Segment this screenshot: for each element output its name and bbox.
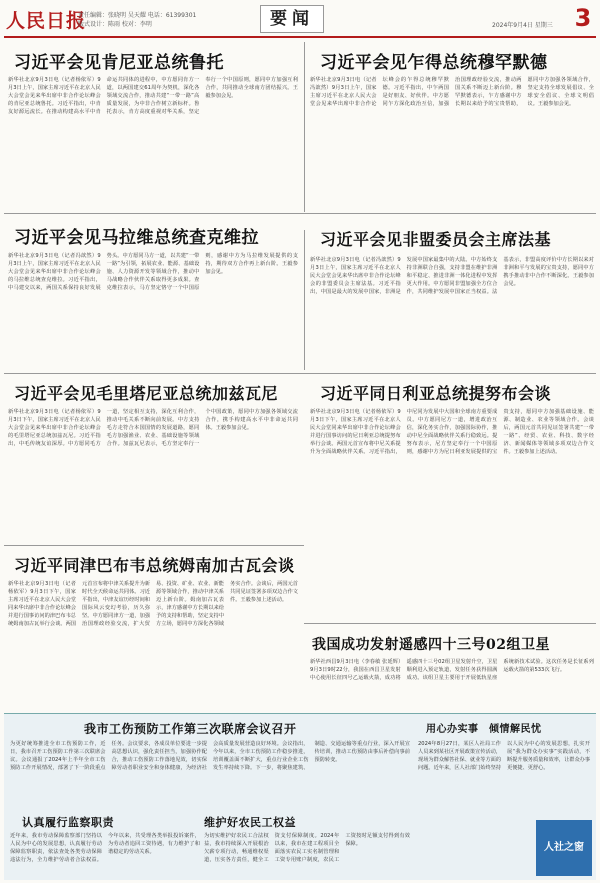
page-number: 3 [574, 4, 592, 32]
supplement-subheadline: 维护好农民工权益 [204, 816, 296, 829]
section-divider [304, 623, 596, 624]
article-headline: 习近平会见毛里塔尼亚总统加兹瓦尼 [14, 384, 279, 403]
section-divider [4, 213, 596, 214]
supplement-headline: 我市工伤预防工作第三次联席会议召开 [84, 722, 297, 736]
article-headline: 习近平会见非盟委员会主席法基 [320, 230, 552, 249]
supplement-body: 2024年8月27日，某区人社局工作人员来到某社区开展政策宣传活动，现场为群众解答社保、就业等方面的问题。近年来，区人社部门始终坚持以人民为中心的发展思想，扎实开展“我为群众办实事”实践活动，不断提升服务质量和效率，让群众办事更便捷、更舒心。 [418, 741, 590, 771]
article-body: 新华社北京9月3日电（记者杨依军）9月3日下午，国家主席习近平在北京人民大会堂会见来华出席中非合作论坛峰会的毛里塔尼亚总统加兹瓦尼。习近平指出，中毛传统友谊深厚。中方愿同毛方一道，坚定相互支持，深化互利合作，推动中毛关系不断向前发展。中方支持毛方走符合本国国情的发展道路，愿同毛方加强渔业、农业、基础设施等领域合作。加兹瓦尼表示，毛方坚定奉行一个中国政策，愿同中方加强各领域交流合作，携手构建高水平中非命运共同体。王毅参加会见。 [8, 409, 298, 447]
supplement-body: 近年来，我市劳动保障监察部门坚持以人民为中心的发展思想，认真履行劳动保障监察职责，依法查处各类劳动保障违法行为，全力维护劳动者合法权益。今年以来，共受理各类举报投诉案件，为劳动者追回工资待遇，有力维护了和谐稳定的劳动关系。 [10, 833, 200, 863]
promo-badge: 人社之窗 [536, 820, 592, 876]
article-body: 新华社北京9月3日电（记者冯歆然）9月3日上午，国家主席习近平在北京人民大会堂会见来华出席中非合作论坛峰会的非盟委员会主席法基。习近平指出，中国是最大的发展中国家，非洲是发展中国家最集中的大陆。中方始终支持非洲联合自强，支持非盟在维护非洲和平稳定、推进非洲一体化进程中发挥更大作用。中方愿同非盟加强全方位合作，共同维护发展中国家正当权益。法基表示，非盟高度评价中方长期以来对非洲和平与发展的宝贵支持，愿同中方携手推动非中合作不断深化。王毅参加会见。 [310, 257, 594, 295]
section-divider [4, 545, 304, 546]
article-body: 新华社北京9月3日电（记者杨依军）9月3日下午，国家主席习近平在北京人民大会堂同来华出席中非合作论坛峰会并进行国事访问的津巴布韦总统姆南加古瓦举行会谈。两国元首宣布将中津关系提升为新时代全天候命运共同体。习近平指出，中津友谊历经时间和国际风云变幻考验，历久弥坚。中方愿同津方一道，加强治国理政经验交流，扩大贸易、投资、矿业、农业、新能源等领域合作，推动中津关系迈上新台阶。姆南加古瓦表示，津方感谢中方长期以来给予的支持和帮助，坚定支持中方立场，愿同中方深化各领域务实合作。会谈后，两国元首共同见证签署多项双边合作文件。王毅参加上述活动。 [8, 581, 298, 627]
newspaper-logo: 人民日报 [6, 10, 87, 32]
article-body: 新华社北京9月3日电（记者冯歆然）9月3日上午，国家主席习近平在北京人民大会堂会见来华出席中非合作论坛峰会的马拉维总统查克维拉。习近平指出，中马建交以来，两国关系保持良好发展势头。中方愿同马方一道，以共建“一带一路”为引领，拓展农业、能源、基础设施、人力资源开发等领域合作，推动中马战略合作伙伴关系取得更多成果。查克维拉表示，马方坚定恪守一个中国原则，感谢中方为马拉维发展提供的支持，期待双方合作再上新台阶。王毅参加会见。 [8, 253, 298, 291]
article-headline: 习近平同津巴布韦总统姆南加古瓦会谈 [14, 556, 295, 575]
article-headline: 我国成功发射遥感四十三号02组卫星 [312, 637, 550, 653]
supplement-subheadline: 认真履行监察职责 [22, 816, 114, 829]
article-body: 新华社北京9月3日电（记者杨依军）9月3日上午，国家主席习近平在北京人民大会堂会见来华出席中非合作论坛峰会的肯尼亚总统鲁托。习近平指出，中肯友好源远流长。在推动构建高水平中肯命运共同体的进程中，中方愿同肯方一道，以两国建交61周年为契机，深化各领域交流合作，推动共建“一带一路”高质量发展，为中非合作树立新标杆。鲁托表示，肯方高度重视对华关系，坚定奉行一个中国原则，愿同中方加强互利合作，共同推动全球南方团结振兴。王毅参加会见。 [8, 77, 298, 115]
supplement-headline: 用心办实事 倾情解民忧 [426, 724, 542, 735]
masthead-info: 责任编辑：张晓明 吴天耀 电话：61399301 [78, 12, 197, 19]
article-headline: 习近平会见乍得总统穆罕默德 [320, 53, 548, 73]
section-divider [4, 373, 304, 374]
supplement-box [4, 713, 596, 880]
supplement-body: 为更好统筹推进全市工伤预防工作，近日，我市召开工伤预防工作第三次联席会议。会议通报了2024年上半年全市工伤预防工作开展情况，部署了下一阶段重点任务。会议要求，各成员单位要进一步提高思想认识，强化责任担当，加强协作配合，推动工伤预防工作落地见效，切实保障劳动者职业安全和身体健康，为经济社会高质量发展营造良好环境。会议指出，今年以来，全市工伤预防工作稳步推进，培训覆盖面不断扩大，重点行业企业工伤发生率持续下降。下一步，将聚焦建筑、制造、交通运输等重点行业，深入开展宣传培训，推动工伤预防由事后补偿向事前预防转变。 [10, 741, 410, 771]
masthead-info-2: 版式设计：陈雨 校对：李明 [78, 21, 152, 28]
column-divider [304, 230, 305, 370]
article-body: 新华社西昌9月3日电（李春敏 张延辉）9月3日9时22分，我国在西昌卫星发射中心使用长征四号乙运载火箭，成功将遥感四十三号02组卫星发射升空，卫星顺利进入预定轨道，发射任务获得圆满成功。该组卫星主要用于开展低轨星座系统新技术试验。这次任务是长征系列运载火箭的第533次飞行。 [310, 659, 594, 681]
article-headline: 习近平同日利亚总统提努布会谈 [320, 384, 552, 403]
section-divider [304, 373, 596, 374]
article-body: 新华社北京9月3日电（记者冯歆然）9月3日上午，国家主席习近平在北京人民大会堂会见来华出席中非合作论坛峰会的乍得总统穆罕默德。习近平指出，中乍两国是好朋友、好伙伴。中方愿同乍方深化政治互信，加强治国理政经验交流，推动两国关系不断迈上新台阶。穆罕默德表示，乍方感谢中方长期以来给予的宝贵帮助，愿同中方加强各领域合作，坚定支持全球发展倡议、全球安全倡议、全球文明倡议。王毅参加会见。 [310, 77, 594, 107]
section-title: 要闻 [260, 5, 324, 33]
supplement-body: 为切实维护好农民工合法权益，我市持续深入开展根治欠薪专项行动，畅通维权渠道，压实各方责任，健全工资支付保障制度。2024年以来，我市在建工程项目全面落实农民工实名制管理和工资专用账户制度，农民工工资按时足额支付得到有效保障。 [204, 833, 410, 863]
article-body: 新华社北京9月3日电（记者杨依军）9月3日下午，国家主席习近平在北京人民大会堂同来华出席中非合作论坛峰会并进行国事访问的尼日利亚总统提努布举行会谈。两国元首宣布将中尼关系提升为全面战略伙伴关系。习近平指出，中尼同为发展中大国和全球南方重要成员。中方愿同尼方一道，增进政治互信，深化务实合作，加强国际协作，推动中尼全面战略伙伴关系行稳致远。提努布表示，尼方坚定奉行一个中国原则，感谢中方为尼日利亚发展提供的宝贵支持，愿同中方加强基础设施、能源、制造业、农业等领域合作。会谈后，两国元首共同见证签署共建“一带一路”、经贸、农业、科技、数字经济、新闻媒体等领域多项双边合作文件。王毅参加上述活动。 [310, 409, 594, 455]
issue-date: 2024年9月4日 星期三 [492, 22, 553, 29]
masthead [4, 4, 596, 36]
masthead-rule [4, 36, 596, 38]
article-headline: 习近平会见马拉维总统查克维拉 [14, 228, 259, 248]
column-divider [304, 42, 305, 212]
article-headline: 习近平会见肯尼亚总统鲁托 [14, 53, 224, 73]
